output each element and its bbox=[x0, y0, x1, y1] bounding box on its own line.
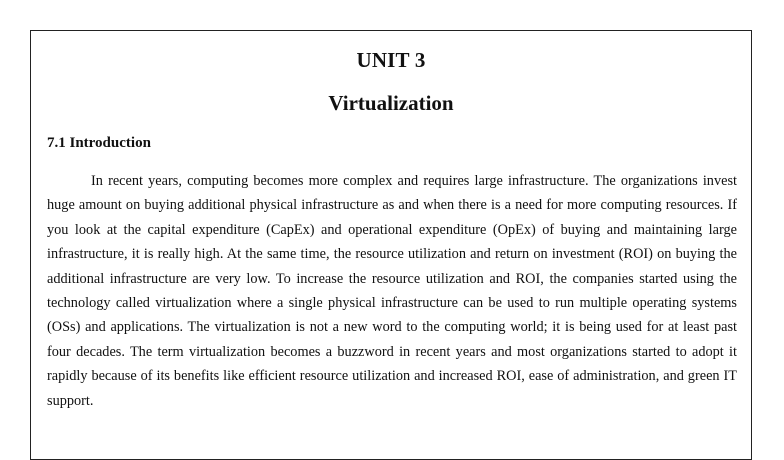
section-heading: 7.1 Introduction bbox=[47, 135, 151, 151]
intro-paragraph: In recent years, computing becomes more complex and requires large infrastructure. The organizations invest huge amount on buying additional physical infrastructure as and when there is a need for more computing resources. If you look at the capital expenditure (CapEx) and operational expenditure (OpEx) of buying and maintaining large infrastructure, it is really high. At the same time, the resource utilization and return on investment (ROI) on buying the additional infrastructure are very low. To increase the resource utilization and ROI, the companies started using the technology called virtualization where a single physical infrastructure can be used to run multiple operating systems (OSs) and applications. The virtualization is not a new word to the computing world; it is being used for at least past four decades. The term virtualization becomes a buzzword in recent years and most organizations started to adopt it rapidly because of its benefits like efficient resource utilization and increased ROI, ease of administration, and green IT support. bbox=[47, 173, 737, 409]
chapter-title: Virtualization bbox=[328, 91, 454, 115]
unit-title: UNIT 3 bbox=[356, 48, 426, 72]
document-page bbox=[30, 30, 752, 460]
